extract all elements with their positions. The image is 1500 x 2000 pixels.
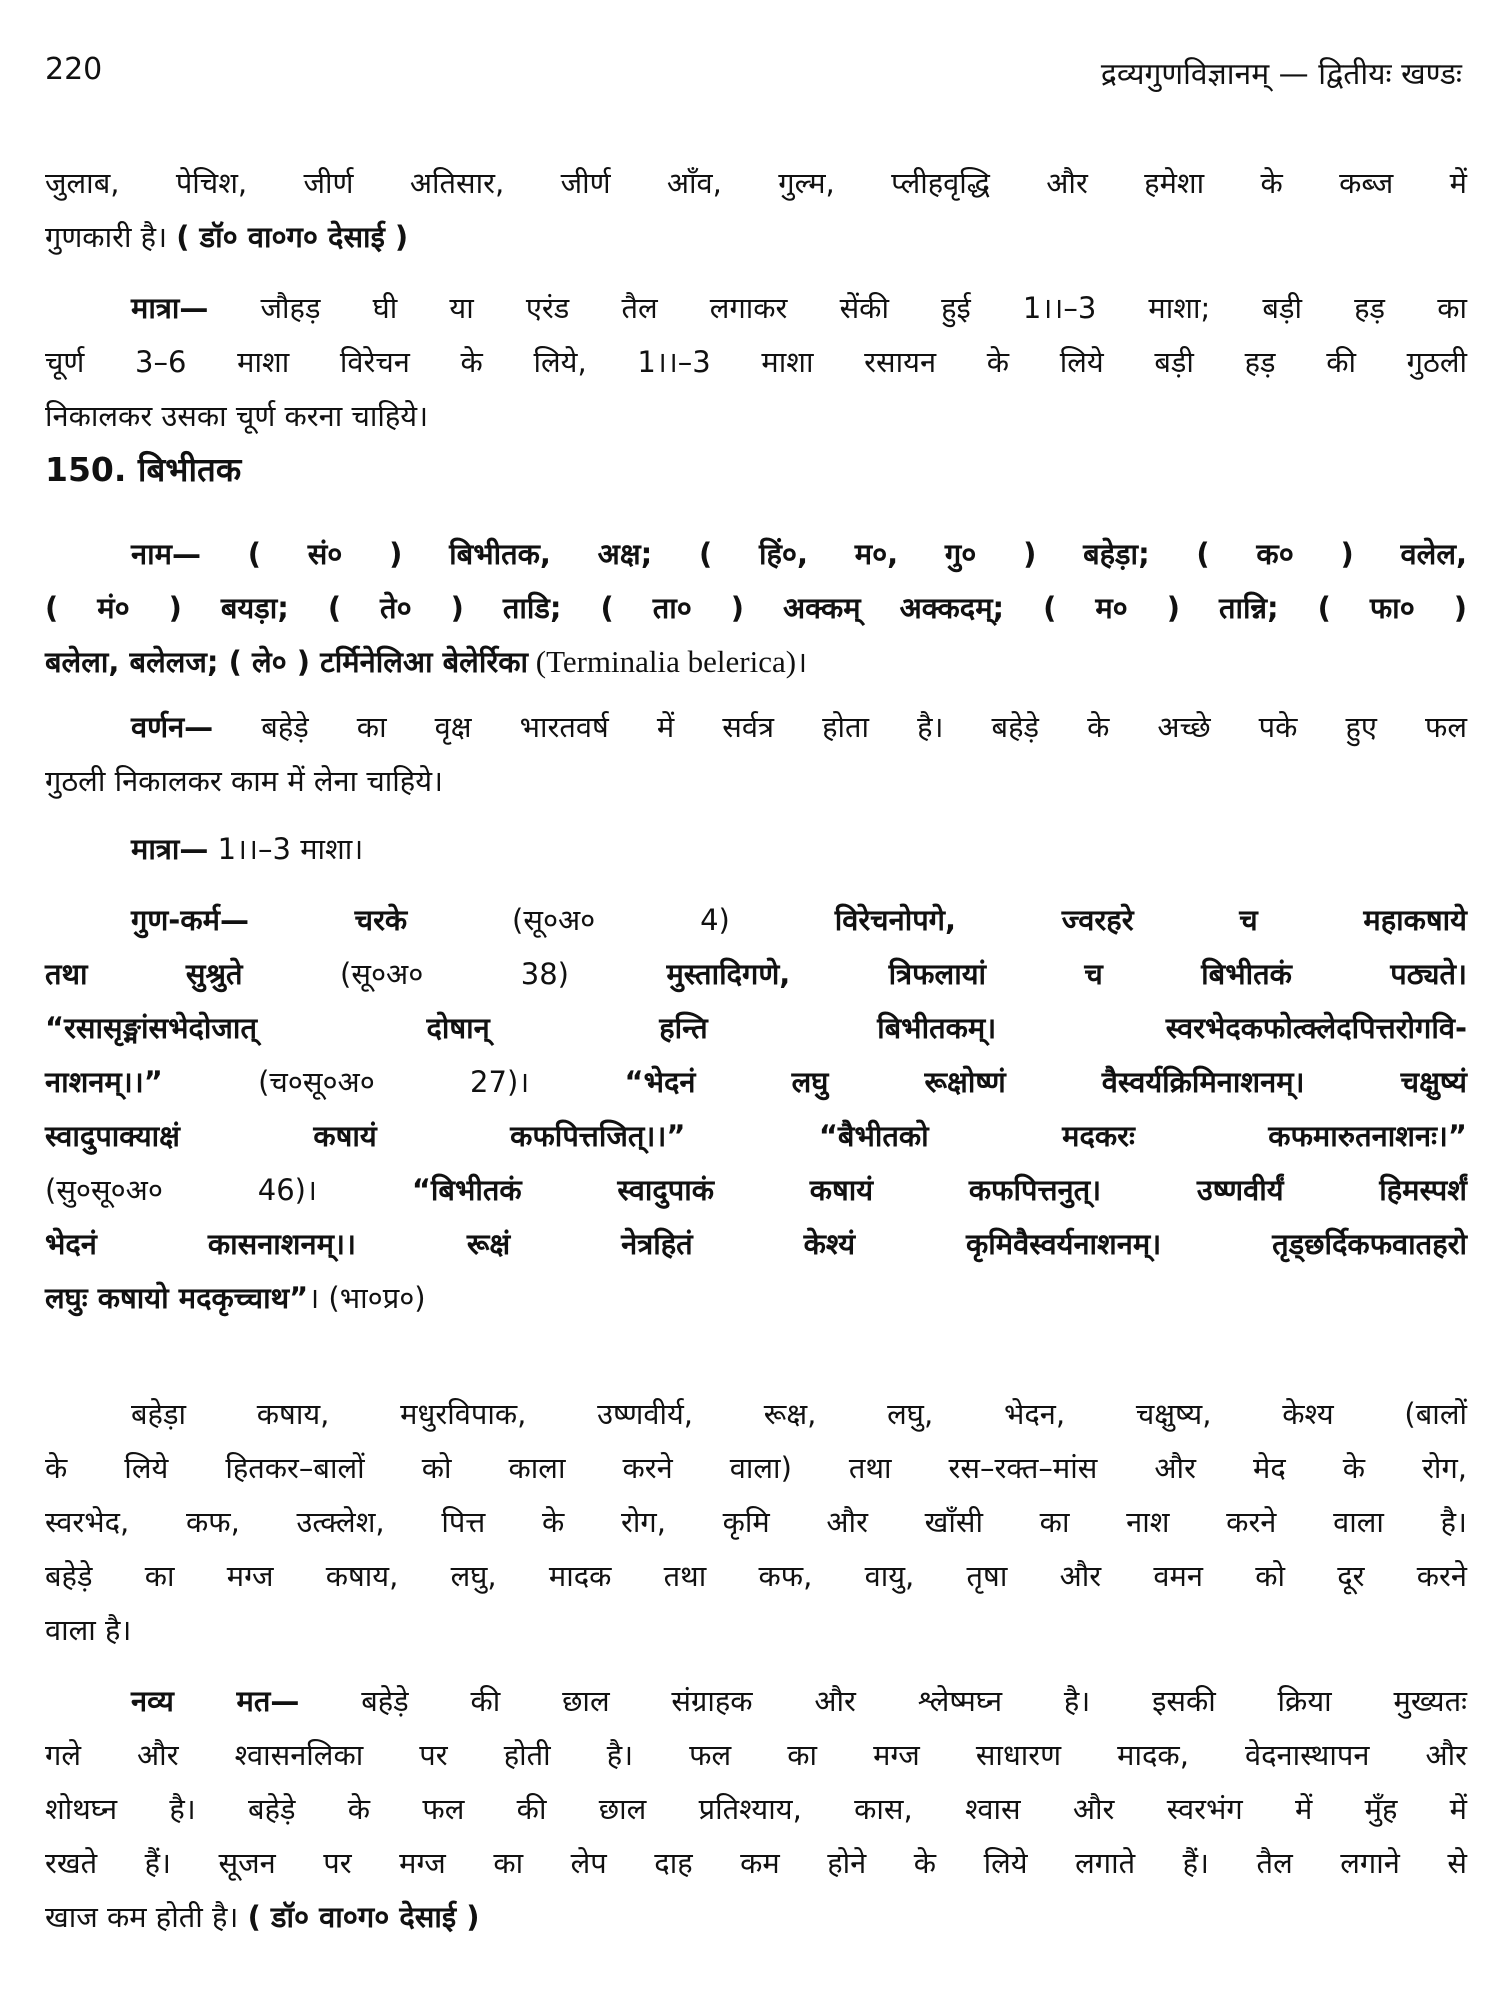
- text: बहेड़े का वृक्ष भारतवर्ष में सर्वत्र होता है। बहेड़े के अच्छे पके हुए फल: [213, 710, 1467, 744]
- text: निकालकर उसका चूर्ण करना चाहिये।: [45, 399, 429, 433]
- text-line: [45, 754, 1467, 808]
- bold-text: मुस्तादिगणे, त्रिफलायां च बिभीतकं पठ्यते।: [666, 957, 1467, 991]
- paragraph-description: [45, 700, 1467, 808]
- paragraph-dosage: [45, 822, 1467, 876]
- text-line: [45, 700, 1467, 754]
- text: स्वरभेद, कफ, उत्क्लेश, पित्त के रोग, कृमि और खाँसी का नाश करने वाला है।: [45, 1505, 1467, 1539]
- text-line: [45, 1495, 1467, 1549]
- paragraph-properties: [45, 893, 1467, 1325]
- text: (Terminalia belerica): [528, 644, 797, 679]
- text-line: [45, 281, 1467, 335]
- text-line: [45, 389, 1467, 443]
- text-line: [45, 1217, 1467, 1271]
- bold-text: नाम— ( सं० ) बिभीतक, अक्ष; ( हिं०, म०, गु० ) बहेड़ा; ( क० ) वलेल,: [131, 537, 1467, 571]
- text: वाला है।: [45, 1613, 132, 1647]
- bold-text: ( डॉ० वा०ग० देसाई ): [247, 1900, 480, 1934]
- bold-text: नाशनम्।।”: [45, 1065, 163, 1099]
- text-line: [45, 1728, 1467, 1782]
- text-line: [45, 1836, 1467, 1890]
- paragraph-continuation: [45, 156, 1467, 264]
- text-line: [45, 1271, 1467, 1325]
- text-line: [45, 156, 1467, 210]
- bold-text: “बिभीतकं स्वादुपाकं कषायं कफपित्तनुत्। उष्णवीर्यं हिमस्पर्शं: [411, 1173, 1467, 1207]
- text: ।: [796, 645, 808, 679]
- text: जौहड़ घी या एरंड तैल लगाकर सेंकी हुई 1।।–3 माशा; बड़ी हड़ का: [208, 291, 1467, 325]
- page-number: 220: [45, 52, 103, 87]
- text: शोथघ्न है। बहेड़े के फल की छाल प्रतिश्याय, कास, श्वास और स्वरभंग में मुँह में: [45, 1792, 1467, 1826]
- bold-text: विरेचनोपगे, ज्वरहरे च महाकषाये: [834, 903, 1467, 937]
- text: (सू०अ० 38): [242, 957, 667, 991]
- text-line: [45, 443, 1467, 497]
- text-line: [45, 1674, 1467, 1728]
- bold-text: भेदनं कासनाशनम्।। रूक्षं नेत्रहितं केश्यं कृमिवैस्वर्यनाशनम्। तृड्छर्दिकफवातहरो: [45, 1227, 1467, 1261]
- text-line: [45, 581, 1467, 635]
- text: के लिये हितकर–बालों को काला करने वाला) तथा रस–रक्त–मांस और मेद के रोग,: [45, 1451, 1467, 1485]
- bold-text: “भेदनं लघु रूक्षोष्णं वैस्वर्यक्रिमिनाशनम्। चक्षुष्यं: [624, 1065, 1467, 1099]
- bold-text: ( डॉ० वा०ग० देसाई ): [176, 220, 409, 254]
- text-line: [45, 1001, 1467, 1055]
- bold-text: बलेला, बलेलज; ( ले० ) टर्मिनेलिआ बेलेर्रिका: [45, 645, 528, 679]
- text-line: [45, 947, 1467, 1001]
- bold-text: ( मं० ) बयड़ा; ( ते० ) ताडि; ( ता० ) अक्कम् अक्कदम्; ( म० ) तान्नि; ( फा० ): [45, 591, 1467, 625]
- paragraph-modern-view: [45, 1674, 1467, 1944]
- text-line: [45, 527, 1467, 581]
- text: बहेड़े की छाल संग्राहक और श्लेष्मघ्न है। इसकी क्रिया मुख्यतः: [299, 1684, 1467, 1718]
- text-line: [45, 1387, 1467, 1441]
- bold-text: मात्रा—: [131, 291, 209, 325]
- text-line: [45, 1890, 1467, 1944]
- text-line: [45, 1163, 1467, 1217]
- bold-text: “रसासृङ्मांसभेदोजात् दोषान् हन्ति बिभीतकम्। स्वरभेदकफोत्क्लेदपित्तरोगवि-: [45, 1011, 1467, 1045]
- text-line: [45, 1055, 1467, 1109]
- paragraph-summary: [45, 1387, 1467, 1657]
- text: बहेड़े का मग्ज कषाय, लघु, मादक तथा कफ, वायु, तृषा और वमन को दूर करने: [45, 1559, 1467, 1593]
- running-title: द्रव्यगुणविज्ञानम् — द्वितीयः खण्डः: [1100, 57, 1462, 92]
- bold-text: तथा सुश्रुते: [45, 957, 243, 991]
- text: जुलाब, पेचिश, जीर्ण अतिसार, जीर्ण आँव, गुल्म, प्लीहवृद्धि और हमेशा के कब्ज में: [45, 166, 1467, 200]
- text: (च०सू०अ० 27)।: [162, 1065, 625, 1099]
- paragraph-names: [45, 527, 1467, 689]
- text-line: [45, 1549, 1467, 1603]
- bold-text: स्वादुपाक्याक्षं कषायं कफपित्तजित्।।” “बैभीतको मदकरः कफमारुतनाशनः।”: [45, 1119, 1467, 1153]
- text-line: [45, 1603, 1467, 1657]
- bold-text: लघुः कषायो मदकृच्चाथ”: [45, 1281, 309, 1315]
- bold-text: 150. बिभीतक: [45, 450, 242, 489]
- text: चूर्ण 3–6 माशा विरेचन के लिये, 1।।–3 माशा रसायन के लिये बड़ी हड़ की गुठली: [45, 345, 1467, 379]
- bold-text: मात्रा—: [131, 832, 209, 866]
- bold-text: गुण-कर्म— चरके: [131, 903, 408, 937]
- text: गले और श्वासनलिका पर होती है। फल का मग्ज साधारण मादक, वेदनास्थापन और: [45, 1738, 1467, 1772]
- text: । (भा०प्र०): [308, 1281, 426, 1315]
- text: 1।।–3 माशा।: [208, 832, 364, 866]
- text: रखते हैं। सूजन पर मग्ज का लेप दाह कम होने के लिये लगाते हैं। तैल लगाने से: [45, 1846, 1467, 1880]
- text: बहेड़ा कषाय, मधुरविपाक, उष्णवीर्य, रूक्ष, लघु, भेदन, चक्षुष्य, केश्य (बालों: [131, 1397, 1467, 1431]
- bold-text: नव्य मत—: [131, 1684, 300, 1718]
- text-line: [45, 893, 1467, 947]
- bold-text: वर्णन—: [131, 710, 214, 744]
- text-line: [45, 1441, 1467, 1495]
- text: (सु०सू०अ० 46)।: [45, 1173, 412, 1207]
- text: गुणकारी है।: [45, 220, 177, 254]
- text: (सू०अ० 4): [407, 903, 835, 937]
- text-line: [45, 335, 1467, 389]
- paragraph-dosage: [45, 281, 1467, 443]
- text: खाज कम होती है।: [45, 1900, 248, 1934]
- text-line: [45, 635, 1467, 689]
- section-heading: [45, 443, 1467, 497]
- text: गुठली निकालकर काम में लेना चाहिये।: [45, 764, 444, 798]
- text-line: [45, 822, 1467, 876]
- text-line: [45, 1782, 1467, 1836]
- text-line: [45, 1109, 1467, 1163]
- text-line: [45, 210, 1467, 264]
